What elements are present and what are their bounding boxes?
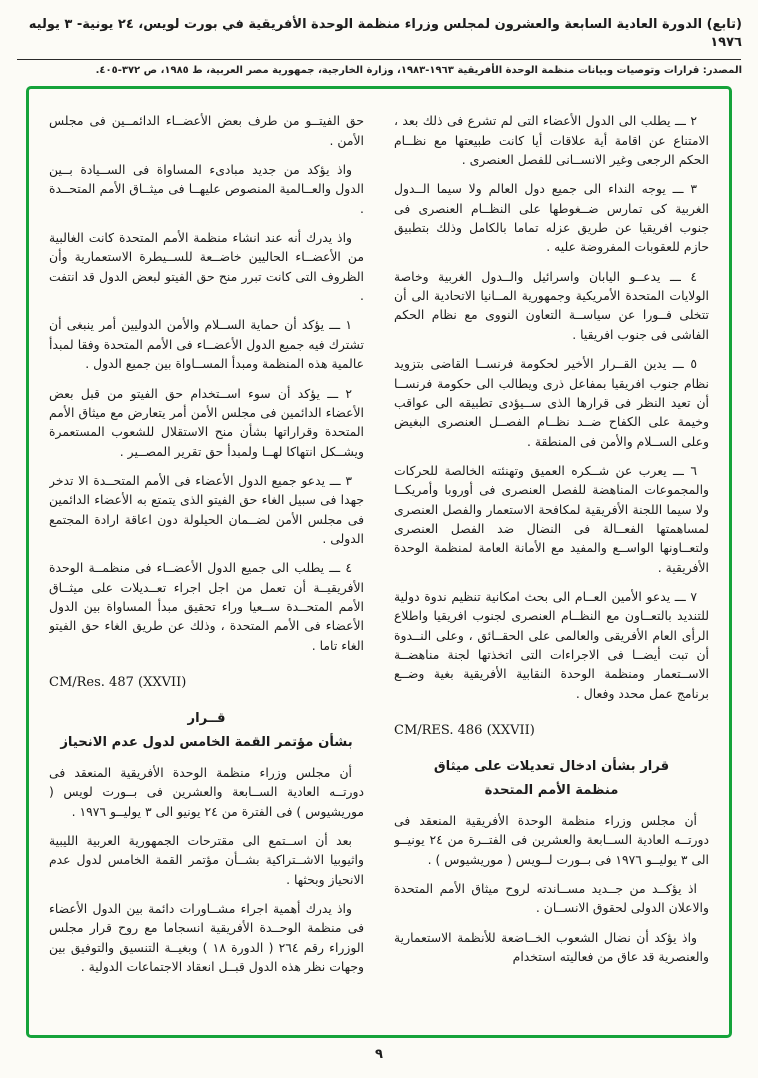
body-paragraph: ٣ ـــ يدعو جميع الدول الأعضاء فى الأمم المتحــدة الا تدخر جهدا فى سبيل الغاء حق الفيتو الذى يتمتع به الأعضاء الدائمين فى مجلس الأمن لضــمان الحيلولة دون اعاقة ارادة المجتمع الدولى .: [49, 472, 364, 546]
body-paragraph: ٥ ـــ يدين القــرار الأخير لحكومة فرنســا القاضى بتزويد نظام جنوب افريقيا بمفاعل ذرى ويطالب الى حكومة فرنســا أن تعيد النظر فى قرارها الذى ســيؤدى تطبيقه الى عواقب وخيمة على الكفاح ضــد نظــام الفصــل العنصرى البغيض وعلى الســلام والأمن فى المنطقة .: [394, 356, 709, 449]
body-paragraph: أن مجلس وزراء منظمة الوحدة الأفريقية المنعقد فى دورتــه العادية الســابعة والعشرين فى بــورت لويس ( موريشيوس ) فى الفترة من ٢٤ يونيو الى ٣ يوليــو ١٩٧٦ .: [49, 764, 364, 819]
resolution-title-486-line1: قرار بشأن ادخال تعديلات على ميثاق: [433, 759, 670, 775]
body-paragraph: ٢ ـــ يطلب الى الدول الأعضاء التى لم تشرع فى ذلك بعد ، الامتناع عن اقامة أية علاقات أيا كانت طبيعتها مع نظــام الحكم الرجعى وغير الانســانى للفصل العنصرى .: [394, 113, 709, 168]
body-paragraph: واذ يؤكد أن نضال الشعوب الخــاضعة للأنظمة الاستعمارية والعنصرية قد عاق من فعاليته استخدام: [394, 929, 709, 964]
page-header: [0, 0, 758, 76]
body-paragraph: واذ يدرك أنه عند انشاء منظمة الأمم المتحدة كانت الغالبية من الأعضــاء الحاليين خاضــعة للســيطرة الاستعمارية وأن الظروف التى كانت تبرر منح حق الفيتو لبعض الدول قد انتفت .: [49, 230, 364, 304]
body-paragraph: ٤ ـــ يدعــو اليابان واسرائيل والــدول الغربية وخاصة الولايات المتحدة الأمريكية وجمهورية المــانيا الاتحادية الى أن تتخلى فــورا عن سياســة التعاون النووى مع نظام الحكم الفاشى فى جنوب افريقيا .: [394, 268, 709, 342]
body-paragraph: اذ يؤكــد من جــديد مســاندته لروح ميثاق الأمم المتحدة والاعلان الدولى لحقوق الانســان .: [394, 880, 709, 916]
column-left: [49, 111, 364, 1021]
content-green-frame: [26, 86, 732, 1038]
page-footer: [0, 1047, 758, 1062]
body-paragraph: أن مجلس وزراء منظمة الوحدة الأفريقية المنعقد فى دورتــه العادية الســابعة والعشرين فى الفتــرة من ٢٤ يونيــو الى ٣ يوليــو ١٩٧٦ فى بــورت لــويس ( موريشيوس ) .: [394, 812, 709, 867]
header-divider: [17, 59, 741, 60]
resolution-title-486-line2: منظمة الأمم المتحدة: [484, 783, 619, 799]
body-paragraph: ٢ ـــ يؤكد أن سوء اســتخدام حق الفيتو من قبل بعض الأعضاء الدائمين فى مجلس الأمن أمر يتعارض مع ميثاق الأمم المتحدة وقراراتها بشأن منح الاستقلال للشعوب المستعمرة ويشــكل انتهاكا لهــا ولمبدأ حق تقرير المصــير .: [49, 385, 364, 459]
resolution-code-487: CM/Res. 487 (XXVII): [49, 674, 187, 690]
body-paragraph: واذ يؤكد من جديد مبادىء المساواة فى الســيادة بــين الدول والعــالمية المنصوص عليهــا فى ميثــاق الأمم المتحــدة .: [49, 162, 364, 216]
body-paragraph: واذ يدرك أهمية اجراء مشــاورات دائمة بين الدول الأعضاء فى منظمة الوحــدة الأفريقية انسجاما مع روح قرار مجلس الوزراء رقم ٢٦٤ ( الدورة ١٨ ) وبغيــة التنسيق والتوفيق بين وجهات نظر هذه الدول قبــل انعقاد الاجتماعات الدولية .: [49, 900, 364, 974]
two-column-layout: [49, 111, 709, 1021]
body-paragraph: ٧ ـــ يدعو الأمين العــام الى بحث امكانية تنظيم ندوة دولية للتنديد بالتعــاون مع النظــام العنصرى لجنوب افريقيا واطلاع الرأى العام الأفريقى والعالمى على الحقــائق ، وعلى النــدوة أن تبت أيضــا فى الاجراءات التى اتخذتها لجنة مناهضــة الاســتعمار ومنظمة الوحدة النقابية الأفريقية بغية وضــع برنامج عمل محدد وفعال .: [394, 588, 709, 701]
header-source-line: المصدر: قرارات وتوصيات وبيانات منظمة الوحدة الأفريقية ١٩٦٣-١٩٨٣، وزارة الخارجية، جمهورية مصر العربية، ط ١٩٨٥، ص ٣٧٢-٤٠٥.: [95, 65, 742, 77]
body-paragraph: ٣ ـــ يوجه النداء الى جميع دول العالم ولا سيما الــدول الغربية كى تمارس ضــغوطها على النظــام العنصرى فى جنوب افريقيا عن طريق عزله تماما بالكامل وذلك بتطبيق حازم للعقوبات المفروضة عليه .: [394, 181, 709, 255]
body-paragraph: ٦ ـــ يعرب عن شــكره العميق وتهنئته الخالصة للحركات والمجموعات المناهضة للفصل العنصرى فى أوروبا وأمريكــا ولا سيما اللجنة الأفريقية لمكافحة الاستعمار والفصل العنصرى لمساهمتها الفعــالة فى النضال ضد الفصل العنصرى ولتعــاونها الواســع والمفيد مع الأمانة العامة لمنظمة الوحدة الأفريقية .: [394, 462, 709, 575]
resolution-code-486: CM/RES. 486 (XXVII): [394, 723, 535, 738]
body-paragraph: بعد أن اســتمع الى مقترحات الجمهورية العربية الليبية واثيوبيا الاشــتراكية بشــأن مؤتمر القمة الخامس لدول عدم الانحياز وبحثها .: [49, 832, 364, 887]
body-paragraph-continuation: حق الفيتــو من طرف بعض الأعضــاء الدائمــين فى مجلس الأمن .: [49, 113, 364, 148]
resolution-title-487-line1: قــرار: [187, 711, 226, 727]
body-paragraph: ٤ ـــ يطلب الى جميع الدول الأعضــاء فى منظمــة الوحدة الأفريقيــة أن تعمل من اجل اجراء تعــديلات على ميثــاق الأمم المتحــدة ســعيا وراء تحقيق مبدأ المساواة بين الدول الأعضاء فى الأمم المتحدة ، وذلك عن طريق الغاء حق الفيتو الغاء تاما .: [49, 560, 364, 653]
body-paragraph: ١ ـــ يؤكد أن حماية الســلام والأمن الدوليين أمر ينبغى أن تشترك فيه جميع الدول الأعضــاء فى الأمم المتحدة وفقا لمبدأ عالمية هذه المنظمة ومبدأ المســاواة بين جميع الدول .: [49, 317, 364, 372]
resolution-title-487-line2: بشأن مؤتمر القمة الخامس لدول عدم الانحياز: [60, 735, 353, 751]
page-number: ٩: [375, 1047, 383, 1063]
header-title: (تابع) الدورة العادية السابعة والعشرون لمجلس وزراء منظمة الوحدة الأفريقية في بورت لويس، ٢٤ يونية- ٣ يوليه ١٩٧٦: [28, 17, 742, 51]
column-right: [394, 111, 709, 1021]
